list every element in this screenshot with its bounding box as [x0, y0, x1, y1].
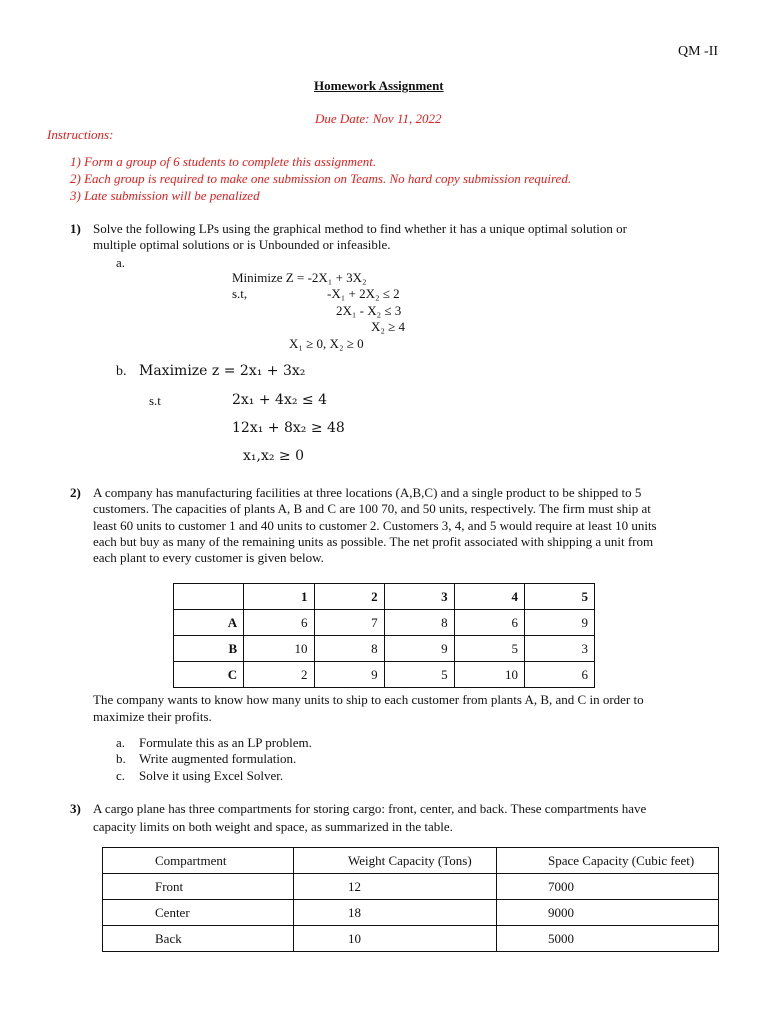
q1b-label: b.	[116, 364, 127, 379]
table-row	[103, 926, 719, 952]
table-row-header: C	[174, 662, 244, 688]
q1a-objective: Minimize Z = -2X₁ + 3X₂	[232, 270, 367, 285]
q2-text-line2: customers. The capacities of plants A, B and C are 100 70, and 50 units, respectively. The firm must ship at	[93, 501, 651, 516]
q1-text-line1: Solve the following LPs using the graphical method to find whether it has a unique optimal solution or	[93, 221, 628, 236]
q1a-nonnegativity: X₁ ≥ 0, X₂ ≥ 0	[289, 336, 364, 351]
due-date: Due Date: Nov 11, 2022	[315, 111, 442, 126]
q1a-constraint-3: X₂ ≥ 4	[371, 319, 406, 334]
table-cell: 7000	[497, 874, 719, 900]
table-row-header: A	[174, 610, 244, 636]
cargo-table-header-row	[103, 848, 719, 874]
table-row	[174, 662, 595, 688]
table-cell: 6	[524, 662, 594, 688]
q1a-constraint-1: -X₁ + 2X₂ ≤ 2	[327, 286, 400, 301]
q1b-objective: Maximize z = 2x₁ + 3x₂	[139, 363, 306, 379]
table-cell: 9	[314, 662, 384, 688]
q1b-constraint-2: 12x₁ + 8x₂ ≥ 48	[232, 420, 345, 436]
course-code: QM -II	[678, 44, 719, 59]
table-cell: Back	[103, 926, 294, 952]
q1-text-line2: multiple optimal solutions or is Unbounded or infeasible.	[93, 237, 391, 252]
table-cell: 9000	[497, 900, 719, 926]
table-cell: 2	[244, 662, 314, 688]
table-cell: 3	[524, 636, 594, 662]
table-cell: 8	[384, 610, 454, 636]
profit-table	[173, 583, 595, 688]
q2-part-b-text: Write augmented formulation.	[139, 751, 297, 766]
q1b-nonnegativity: x₁,x₂ ≥ 0	[243, 448, 305, 464]
table-header-cell: Compartment	[103, 848, 294, 874]
q1a-st: s.t,	[232, 286, 248, 301]
table-cell: Center	[103, 900, 294, 926]
q2-part-a-label: a.	[116, 735, 126, 750]
table-cell: 6	[454, 610, 524, 636]
table-header-cell: 4	[454, 584, 524, 610]
q2-text-line4: each but buy as many of the remaining units as possible. The net profit associated with shipping a unit from	[93, 534, 654, 549]
table-cell: 7	[314, 610, 384, 636]
table-cell: Front	[103, 874, 294, 900]
table-cell: 9	[384, 636, 454, 662]
q3-number: 3)	[70, 801, 81, 816]
table-cell: 8	[314, 636, 384, 662]
q3-text-line1: A cargo plane has three compartments for storing cargo: front, center, and back. These compartments have	[93, 801, 647, 816]
table-cell: 10	[294, 926, 497, 952]
q2-after-line2: maximize their profits.	[93, 709, 212, 724]
q1b-constraint-1: 2x₁ + 4x₂ ≤ 4	[232, 392, 327, 408]
table-cell: 10	[454, 662, 524, 688]
table-row	[103, 900, 719, 926]
instructions-label: Instructions:	[47, 127, 114, 142]
q2-part-b-label: b.	[116, 751, 126, 766]
table-cell: 9	[524, 610, 594, 636]
table-cell: 12	[294, 874, 497, 900]
q1b-st: s.t	[149, 393, 161, 408]
table-cell: 18	[294, 900, 497, 926]
profit-table-header-row	[174, 584, 595, 610]
q2-text-line3: least 60 units to customer 1 and 40 units to customer 2. Customers 3, 4, and 5 would require at least 10 units	[93, 518, 657, 533]
q1a-label: a.	[116, 255, 126, 270]
instruction-item-1: 1) Form a group of 6 students to complete this assignment.	[70, 154, 377, 169]
cargo-table	[102, 847, 719, 952]
table-cell	[174, 584, 244, 610]
table-row	[103, 874, 719, 900]
table-header-cell: 5	[524, 584, 594, 610]
table-cell: 10	[244, 636, 314, 662]
table-header-cell: 1	[244, 584, 314, 610]
q1a-constraint-2: 2X₁ - X₂ ≤ 3	[336, 303, 402, 318]
q1-number: 1)	[70, 221, 81, 236]
q3-text-line2: capacity limits on both weight and space, as summarized in the table.	[93, 819, 453, 834]
page-title: Homework Assignment	[314, 78, 444, 93]
table-row-header: B	[174, 636, 244, 662]
table-row	[174, 636, 595, 662]
q2-text-line5: each plant to every customer is given below.	[93, 550, 324, 565]
table-header-cell: 3	[384, 584, 454, 610]
q2-text-line1: A company has manufacturing facilities at three locations (A,B,C) and a single product to be shipped to 5	[93, 485, 642, 500]
table-row	[174, 610, 595, 636]
q2-part-c-label: c.	[116, 768, 126, 783]
q2-number: 2)	[70, 485, 81, 500]
q2-after-line1: The company wants to know how many units to ship to each customer from plants A, B, and C in order to	[93, 692, 644, 707]
table-cell: 5000	[497, 926, 719, 952]
table-cell: 5	[454, 636, 524, 662]
table-header-cell: Space Capacity (Cubic feet)	[497, 848, 719, 874]
table-header-cell: 2	[314, 584, 384, 610]
table-header-cell: Weight Capacity (Tons)	[294, 848, 497, 874]
instruction-item-2: 2) Each group is required to make one submission on Teams. No hard copy submission required.	[70, 171, 572, 186]
table-cell: 5	[384, 662, 454, 688]
q2-part-c-text: Solve it using Excel Solver.	[139, 768, 284, 783]
q2-part-a-text: Formulate this as an LP problem.	[139, 735, 312, 750]
table-cell: 6	[244, 610, 314, 636]
instruction-item-3: 3) Late submission will be penalized	[70, 188, 260, 203]
